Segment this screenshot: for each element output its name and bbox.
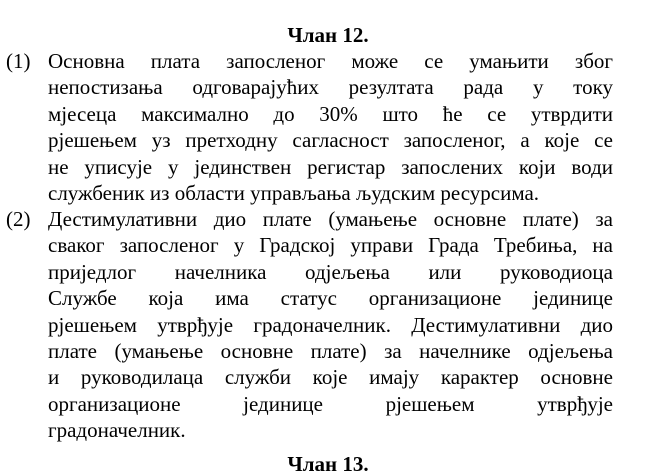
clause-number: (2) (6, 207, 31, 231)
article-heading: Члан 12. (287, 23, 369, 47)
text-line: Основна плата запосленог може се умањити због (48, 49, 613, 73)
text-line: организационе јединице рјешењем утврђује (48, 391, 613, 416)
text-line: рјешењем утврђује градоначелник. Дестимулативни дио (48, 312, 613, 337)
clause-text (48, 206, 613, 444)
text-line: Дестимулативни дио плате (умањење основне плате) за (48, 207, 613, 231)
article-heading: Члан 13. (287, 452, 369, 476)
clause-text (48, 48, 613, 206)
text-line: рјешењем уз претходну сагласност запосленог, а које се (48, 128, 613, 153)
text-line: градоначелник. (48, 418, 186, 443)
clause-number: (1) (6, 49, 31, 73)
text-line: Службе која има статус организационе јединице (48, 286, 613, 311)
text-line: приједлог начелника одјељења или руководиоца (48, 259, 613, 284)
text-line: сваког запосленог у Градској управи Града Требиња, на (48, 233, 613, 258)
text-line: плате (умањење основне плате) за начелнике одјељења (48, 338, 613, 363)
text-line: службеник из области управљања људским ресурсима. (48, 180, 540, 205)
text-line: непостизања одговарајућих резултата рада у току (48, 75, 613, 100)
text-line: и руководилаца служби које имају карактер основне (48, 365, 613, 390)
text-line: не уписује у јединствен регистар запослених који води (48, 154, 613, 179)
text-line: мјесеца максимално до 30% што ће се утврдити (48, 101, 613, 126)
